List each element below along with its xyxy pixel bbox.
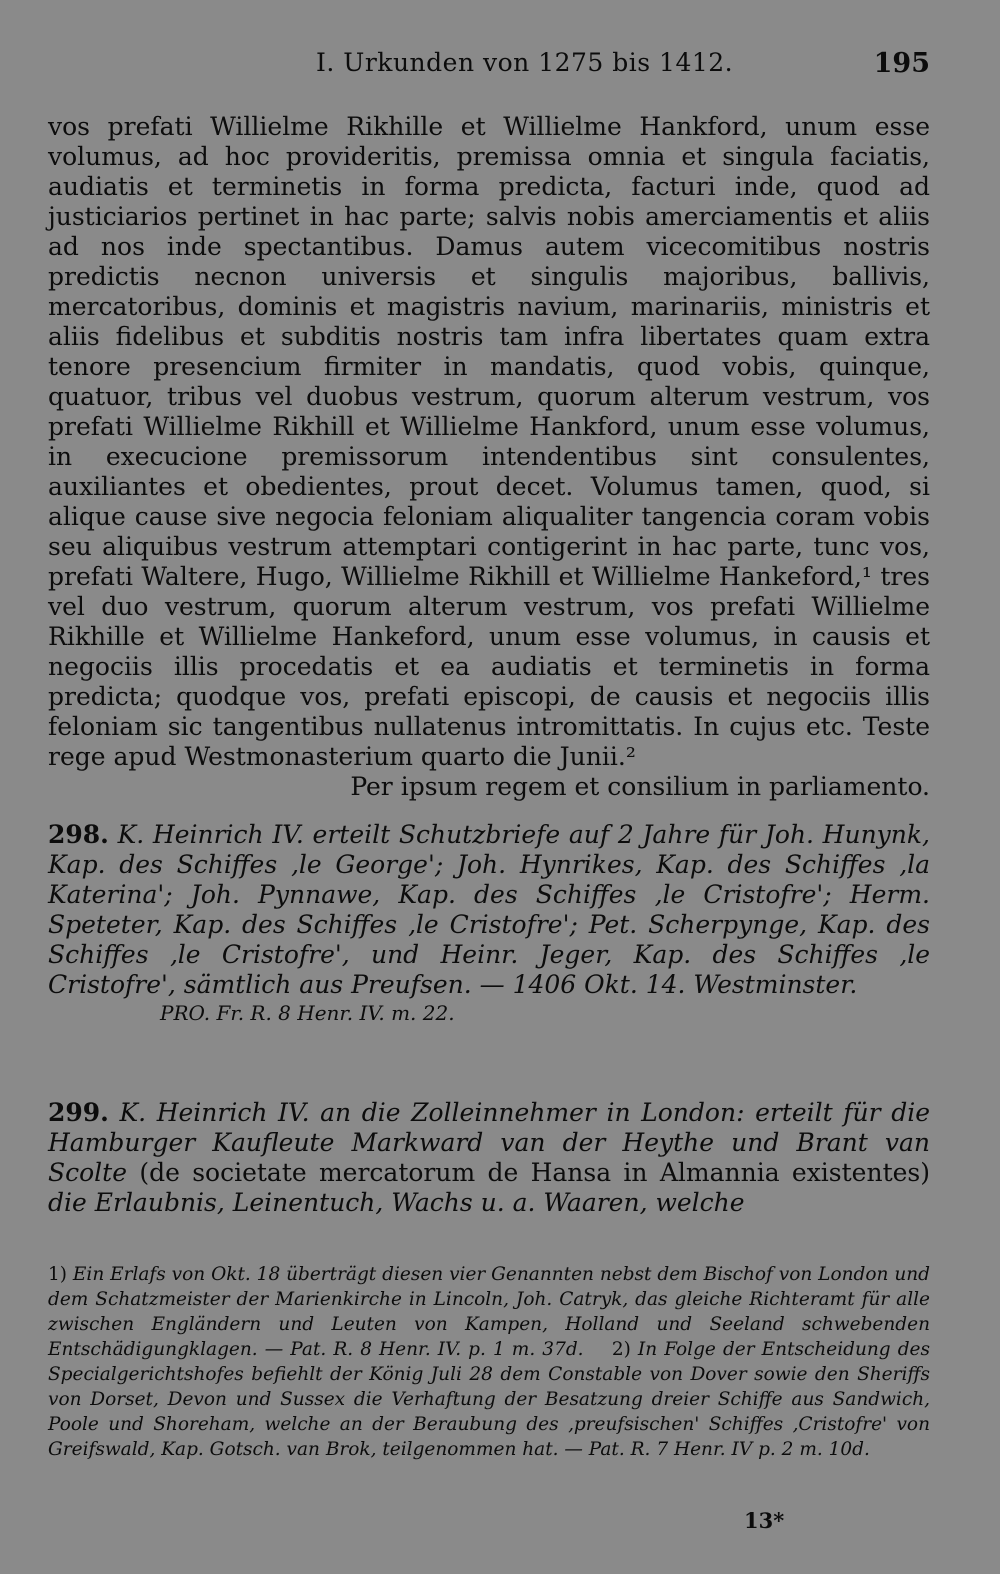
entry-number: 298. — [48, 820, 109, 849]
main-text — [48, 112, 930, 802]
royal-signature-line: Per ipsum regem et consilium in parliamento. — [350, 772, 930, 801]
header-title: I. Urkunden von 1275 bis 1412. — [316, 48, 734, 77]
entry-299-text — [48, 1098, 930, 1218]
entry-299 — [48, 1098, 930, 1218]
entry-298-text — [48, 820, 930, 1000]
entry-source: PRO. Fr. R. 8 Henr. IV. m. 22. — [160, 1001, 455, 1025]
entry-latin-insert: (de societate mercatorum de Hansa in Almannia existentes) — [139, 1158, 930, 1187]
entry-summary: K. Heinrich IV. erteilt Schutzbriefe auf 2 Jahre für Joh. Hunynk, Kap. des Schiffes ‚le George'; Joh. Hynrikes, Kap. des Schiffes ‚la Katerina'; Joh. Pynnawe, Kap. des Schiffes ‚le Cristofre'; Herm. Speteter, Kap. des Schiffes ‚le Cristofre'; Pet. Scherpynge, Kap. des Schiffes ‚le Cristofre', und Heinr. Jeger, Kap. des Schiffes ‚le Cristofre', sämtlich aus Preufsen. — 1406 Okt. 14. Westminster. — [48, 820, 931, 999]
page-number: 195 — [873, 48, 930, 79]
entry-summary-part-a: K. Heinrich IV. an die Zolleinnehmer in London: erteilt für die Hamburger Kaufleute Markward van der Heythe und Brant van Scolte — [48, 1098, 930, 1187]
body-paragraph: vos prefati Willielme Rikhille et Willielme Hankford, unum esse volumus, ad hoc provideritis, premissa omnia et singula faciatis, audiatis et terminetis in forma predicta, facturi inde, quod ad justiciarios pertinet in hac parte; salvis nobis amerciamentis et aliis ad nos inde spectantibus. Damus autem vicecomitibus nostris predictis necnon universis et singulis majoribus, ballivis, mercatoribus, dominis et magistris navium, marinariis, ministris et aliis fidelibus et subditis nostris tam infra libertates quam extra tenore presencium firmiter in mandatis, quod vobis, quinque, quatuor, tribus vel duobus vestrum, quorum alterum vestrum, vos prefati Willielme Rikhill et Willielme Hankford, unum esse volumus, in execucione premissorum intendentibus sint consulentes, auxiliantes et obedientes, prout decet. Volumus tamen, quod, si alique cause sive negocia feloniam aliqualiter tangencia coram vobis seu aliquibus vestrum attemptari contigerint in hac parte, tunc vos, prefati Waltere, Hugo, Willielme Rikhill et Willielme Hankeford,¹ tres vel duo vestrum, quorum alterum vestrum, vos prefati Willielme Rikhille et Willielme Hankeford, unum esse volumus, in causis et negociis illis procedatis et ea audiatis et terminetis in forma predicta; quodque vos, prefati episcopi, de causis et negociis illis feloniam sic tangentibus nullatenus intromittatis. In cujus etc. Teste rege apud Westmonasterium quarto die Junii.² — [48, 112, 930, 771]
entry-summary-part-b: die Erlaubnis, Leinentuch, Wachs u. a. Waaren, welche — [48, 1188, 745, 1217]
footnotes — [48, 1262, 930, 1462]
entry-number: 299. — [48, 1098, 109, 1127]
footnote-1-number: 1) — [48, 1264, 67, 1285]
running-header — [48, 48, 930, 84]
footnote-2-text: In Folge der Entscheidung des Specialgerichtshofes befiehlt der König Juli 28 dem Constable von Dover sowie den Sheriffs von Dorset, Devon und Sussex die Verhaftung der Besatzung dreier Schiffe aus Sandwich, Poole und Shoreham, welche an der Beraubung des ‚preufsischen' Schiffes ‚Cristofre' von Greifswald, Kap. Gotsch. van Brok, teilgenommen hat. — Pat. R. 7 Henr. IV p. 2 m. 10d. — [48, 1339, 931, 1460]
footnote-2-number: 2) — [611, 1339, 631, 1360]
footnote-block — [48, 1262, 930, 1462]
entry-298 — [48, 820, 930, 1026]
printer-signature-mark: 13* — [744, 1508, 785, 1533]
footnote-1-text: Ein Erlafs von Okt. 18 überträgt diesen vier Genannten nebst dem Bischof von London und dem Schatzmeister der Marienkirche in Lincoln, Joh. Catryk, das gleiche Richteramt für alle zwischen Engländern und Leuten von Kampen, Holland und Seeland schwebenden Entschädigungklagen. — Pat. R. 8 Henr. IV. p. 1 m. 37d. — [48, 1264, 930, 1360]
